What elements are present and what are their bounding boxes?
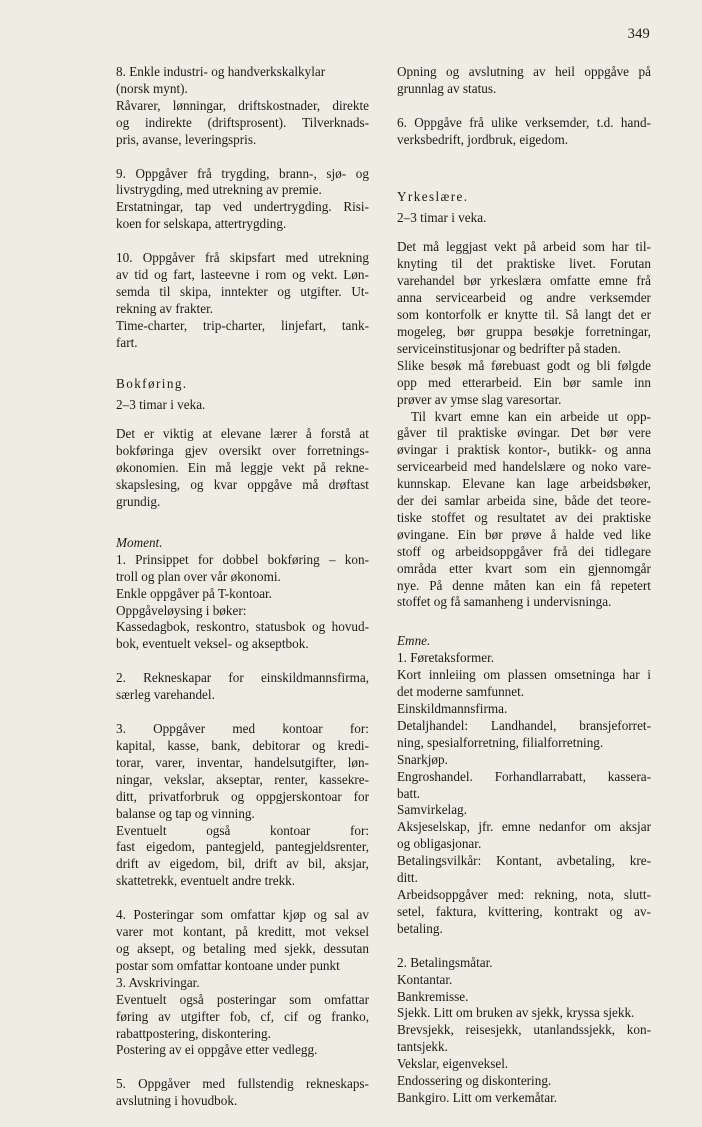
right-column [397,64,651,1124]
text-line: stoffet og få samanheng i undervisninga. [397,594,612,610]
text-line: Eventuelt også kontoar for: [116,822,369,838]
text-line: opp med etterarbeid. Ein bør samle inn [397,374,651,390]
text-line: 8. Enkle industri- og handverkskalkylar [116,64,326,79]
text-line: Det må leggjast vekt på arbeid som har til- [397,239,651,255]
text-line: og aksept, og betaling med sjekk, dessutan [116,940,369,956]
text-line: 1. Føretaksformer. [397,650,495,666]
text-line: kapital, kasse, bank, debitorar og kredi- [116,738,369,753]
text-line: tiske stoffet og resultatet av dei praktiske [397,509,651,525]
text-line: betaling. [397,920,443,936]
text-line: øvingar i praktisk kontor-, butikk- og anna [397,442,651,458]
text-line: Bankremisse. [397,988,469,1004]
moment-5 [116,1076,369,1110]
text-line: stoff og arbeidsoppgåver frå dei tidlegare [397,543,651,559]
text-line: som kontorfolk er knytte til. Så langt det er [397,307,651,323]
text-line: Bankgiro. Litt om verkemåtar. [397,1089,558,1105]
text-line: 5. Oppgåver med fullstendig rekneskaps- [116,1076,369,1092]
opening-paragraph [397,64,651,98]
text-line: fart. [116,334,138,350]
text-line: Time-charter, trip-charter, linjefart, tank- [116,317,369,333]
text-line: serviceinstitusjonar og bedrifter på staden. [397,340,621,356]
text-line: balanse og tap og vinning. [116,805,255,821]
text-line: Kassedagbok, reskontro, statusbok og hovud- [116,619,369,635]
text-line: skapslesing, og kvar oppgåve må drøftast [116,477,369,493]
text-line: Aksjeselskap, jfr. emne nedanfor om aksjar [397,819,651,835]
text-line: ditt. [397,870,418,886]
moment-4 [116,907,369,1059]
yrkeslaere-paragraph-1 [397,239,651,408]
text-line: tantsjekk. [397,1039,448,1055]
text-line: Detaljhandel: Landhandel, bransjeforret- [397,717,651,733]
text-line: Eventuelt også posteringar som omfattar [116,991,369,1007]
text-line: 2. Betalingsmåtar. [397,954,493,970]
text-line: kunnskap. Elevane kan lage arbeidsbøker, [397,476,651,492]
section-heading-bokforing: Bokføring. [116,375,188,391]
text-line: Snarkjøp. [397,751,448,767]
moment-heading: Moment. [116,534,163,550]
text-line: postar som omfattar kontoane under punkt [116,957,340,973]
moment-3 [116,721,369,890]
text-line: rekning av frakter. [116,300,214,316]
text-line: Engroshandel. Forhandlarrabatt, kassera- [397,768,651,784]
text-line: Til kvart emne kan ein arbeide ut opp- [411,408,651,424]
text-line: knyting til det praktiske livet. Forutan [397,256,651,272]
text-line: varehandel bør yrkeslæra omfatte emne frå [397,273,651,289]
text-line: 4. Posteringar som omfattar kjøp og sal av [116,907,369,923]
text-line: pris, avanse, leveringspris. [116,131,257,147]
yrkeslaere-paragraph-2 [397,409,651,612]
text-line: særleg varehandel. [116,687,215,703]
text-line: Kontantar. [397,971,453,987]
text-line: varer mot kontant, på kreditt, mot veksel [116,924,369,940]
text-line: 2. Rekneskapar for einskildmannsfirma, [116,670,369,686]
text-line: bokføringa gjev oversikt over forretnings- [116,443,369,459]
text-line: Kort innleiing om plassen omsetninga har i [397,667,651,683]
text-line: og obligasjonar. [397,836,482,852]
text-line: mogeleg, bør gruppa besøkje forretningar, [397,323,651,339]
text-line: Sjekk. Litt om bruken av sjekk, kryssa sjekk. [397,1005,635,1021]
bokforing-intro [116,426,369,511]
text-line: områda etter kvart som ein gjennomgår [397,560,651,576]
text-line: gåver til praktiske øvingar. Det bør vere [397,425,651,441]
text-line: prøver av ymse slag varesortar. [397,391,562,407]
moment-2 [116,670,369,704]
text-line: det moderne samfunnet. [397,684,525,700]
text-line: Enkle oppgåver på T-kontoar. [116,585,273,601]
yrkeslaere-hours: 2–3 timar i veka. [397,209,487,225]
text-line: føring av utgifter fob, cf, cif og franko, [116,1008,369,1024]
text-line: skattetrekk, eventuelt andre trekk. [116,873,296,889]
text-line: Betalingsvilkår: Kontant, avbetaling, kre- [397,853,651,869]
text-line: av tid og fart, lasteevne i rom og vekt. Løn- [116,267,369,283]
text-line: grunnlag av status. [397,80,497,96]
text-line: bok, eventuelt veksel- og akseptbok. [116,636,309,652]
text-line: anna servicearbeid og andre verksemder [397,290,651,306]
text-line: Oppgåveløysing i bøker: [116,602,247,618]
text-line: drift av eigedom, bil, drift av bil, aksjar, [116,856,369,872]
item-9 [116,166,369,234]
text-line: grundig. [116,494,161,510]
text-line: 3. Avskrivingar. [116,974,200,990]
text-line: og indirekte (driftsprosent). Tilverknads- [116,114,369,130]
emne-heading: Emne. [397,633,431,649]
text-line: 9. Oppgåver frå trygding, brann-, sjø- og [116,165,369,181]
text-line: torar, varer, inventar, handelsutgifter, løn- [116,754,369,770]
left-column [116,64,369,1127]
text-line: koen for selskapa, attertrygding. [116,216,287,232]
text-line: avslutning i hovudbok. [116,1093,238,1109]
text-line: 3. Oppgåver med kontoar for: [116,721,369,737]
bokforing-hours: 2–3 timar i veka. [116,396,206,412]
item-6 [397,115,651,149]
text-line: øvingane. Ein bør prøve å halde ved like [397,526,651,542]
text-line: Samvirkelag. [397,802,467,818]
text-line: økonomien. Ein må leggje vekt på rekne- [116,460,369,476]
text-line: Endossering og diskontering. [397,1073,552,1089]
text-line: Arbeidsoppgåver med: rekning, nota, slutt- [397,886,651,902]
text-line: Postering av ei oppgåve etter vedlegg. [116,1042,318,1058]
text-line: Vekslar, eigenveksel. [397,1056,509,1072]
section-heading-yrkeslaere: Yrkeslære. [397,188,469,204]
text-line: Det er viktig at elevane lærer å forstå at [116,426,369,442]
text-line: nye. På denne måten kan ein få repetert [397,577,651,593]
text-line: semda til skipa, inntekter og utgifter. Ut- [116,283,369,299]
emne-2 [397,955,651,1107]
text-line: 10. Oppgåver frå skipsfart med utrekning [116,250,369,266]
page-number: 349 [627,26,650,42]
text-line: 1. Prinsippet for dobbel bokføring – kon- [116,551,369,567]
text-line: livstrygding, med utrekning av premie. [116,182,322,198]
item-10 [116,250,369,351]
moment-1 [116,552,369,653]
text-line: servicearbeid med handelslære og noko vare- [397,459,651,475]
text-line: Brevsjekk, reisesjekk, utanlandssjekk, kon- [397,1022,651,1038]
text-line: ditt, privatforbruk og oppgjerskontoar for [116,788,369,804]
text-line: der dei samlar arbeida sine, både det teore- [397,493,651,509]
text-line: Einskildmannsfirma. [397,701,508,716]
text-line: ningar, vekslar, akseptar, renter, kassekre- [116,771,369,787]
text-line: setel, faktura, kvittering, kontrakt og av- [397,903,651,919]
text-line: troll og plan over vår økonomi. [116,568,281,584]
text-line: (norsk mynt). [116,80,188,96]
text-line: batt. [397,785,421,801]
text-line: fast eigedom, pantegjeld, pantegjeldsrenter, [116,839,369,855]
text-line: rabattpostering, diskontering. [116,1025,271,1041]
text-line: Opning og avslutning av heil oppgåve på [397,64,651,79]
text-line: verksbedrift, jordbruk, eigedom. [397,131,569,147]
text-line: Råvarer, lønningar, driftskostnader, direkte [116,97,369,113]
text-line: Slike besøk må førebuast godt og bli følgde [397,357,651,373]
emne-1 [397,650,651,937]
text-line: Erstatningar, tap ved undertrygding. Risi- [116,199,369,215]
item-8 [116,64,369,149]
text-line: 6. Oppgåve frå ulike verksemder, t.d. hand- [397,114,651,130]
text-line: ning, spesialforretning, filialforretning. [397,734,604,750]
